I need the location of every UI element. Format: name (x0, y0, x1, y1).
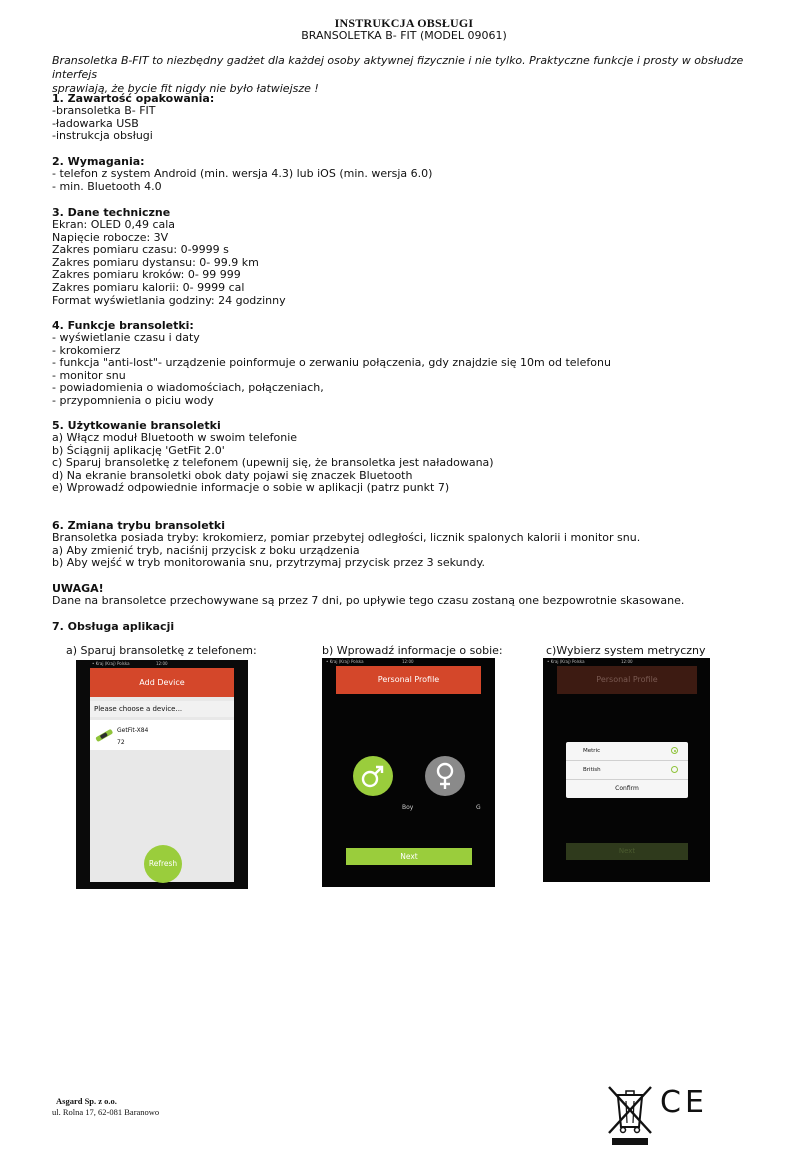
radio-selected-icon[interactable] (671, 747, 678, 754)
screenshot-metric-system (543, 658, 710, 882)
section-line: - funkcja "anti-lost"- urządzenie poinformuje o zerwaniu połączenia, gdy znajdzie się 10m od telefonu (52, 356, 611, 370)
status-carrier: • Kraj (Kraj) Polska (547, 659, 585, 664)
section-line: Zakres pomiaru kroków: 0- 99 999 (52, 268, 241, 282)
section-app (52, 620, 782, 633)
section-line: b) Aby wejść w tryb monitorowania snu, przytrzymaj przycisk przez 3 sekundy. (52, 556, 486, 570)
app-screen (90, 668, 234, 882)
company-name: Asgard Sp. z o.o. (56, 1096, 117, 1106)
section-line: a) Aby zmienić tryb, naciśnij przycisk z boku urządzenia (52, 543, 360, 557)
nav-bar-title: Personal Profile (336, 666, 481, 694)
company-address: ul. Rolna 17, 62-081 Baranowo (52, 1107, 160, 1117)
section-line: Zakres pomiaru czasu: 0-9999 s (52, 243, 229, 257)
section-line: Ekran: OLED 0,49 cala (52, 218, 176, 231)
status-carrier: • Kraj (Kraj) Polska (92, 661, 130, 666)
status-bar (543, 658, 710, 666)
caption-profile: b) Wprowadź informacje o sobie: (322, 644, 503, 657)
female-label: G (476, 804, 481, 811)
device-name: GetFit-X84 (117, 727, 149, 734)
section-requirements (52, 155, 782, 193)
device-signal: 72 (117, 739, 125, 746)
refresh-button[interactable]: Refresh (144, 845, 182, 883)
section-line: Zakres pomiaru dystansu: 0- 99.9 km (52, 255, 259, 269)
section-heading: 6. Zmiana trybu bransoletki (52, 519, 225, 532)
document-subtitle: BRANSOLETKA B- FIT (MODEL 09061) (301, 29, 507, 42)
section-heading: 4. Funkcje bransoletki: (52, 319, 194, 332)
warning-text: Dane na bransoletce przechowywane są przez 7 dni, po upływie tego czasu zostaną one bezpowrotnie skasowane. (52, 594, 685, 607)
section-line: - powiadomienia o wiadomościach, połączeniach, (52, 381, 324, 395)
section-line: Napięcie robocze: 3V (52, 230, 169, 244)
section-line: b) Ściągnij aplikację 'GetFit 2.0' (52, 443, 225, 457)
ce-mark-icon (660, 1085, 716, 1120)
section-line: - min. Bluetooth 4.0 (52, 179, 162, 193)
weee-crossed-bin-icon (606, 1083, 654, 1147)
section-line: Bransoletka posiada tryby: krokomierz, pomiar przebytej odległości, licznik spalonych kalorii i monitor snu. (52, 531, 641, 544)
section-heading: 2. Wymagania: (52, 155, 145, 168)
section-line: d) Na ekranie bransoletki obok daty pojawi się znaczek Bluetooth (52, 468, 413, 482)
section-specs (52, 206, 782, 307)
status-bar (76, 660, 248, 668)
status-bar (322, 658, 495, 666)
unit-dialog (566, 742, 688, 798)
option-label: British (583, 767, 601, 773)
section-line: e) Wprowadź odpowiednie informacje o sobie w aplikacji (patrz punkt 7) (52, 481, 450, 495)
section-warning (52, 582, 782, 608)
section-line: a) Włącz moduł Bluetooth w swoim telefonie (52, 431, 298, 444)
status-time: 12:00 (402, 659, 414, 664)
confirm-button[interactable]: Confirm (615, 785, 639, 792)
section-line: c) Sparuj bransoletkę z telefonem (upewnij się, że bransoletka jest naładowana) (52, 456, 494, 470)
footer-address (52, 1096, 159, 1118)
section-line: Zakres pomiaru kalorii: 0- 9999 cal (52, 280, 245, 294)
screenshot-personal-profile (322, 658, 495, 887)
document-title: INSTRUKCJA OBSŁUGI (334, 16, 474, 30)
section-heading: 7. Obsługa aplikacji (52, 620, 175, 633)
section-usage (52, 419, 782, 495)
intro-line: sprawiają, że bycie fit nigdy nie było łatwiejsze ! (52, 82, 319, 95)
option-metric[interactable] (566, 742, 688, 761)
section-functions (52, 319, 782, 408)
intro-line: Bransoletka B-FIT to niezbędny gadżet dla każdej osoby aktywnej fizycznie i nie tylko. Praktyczne funkcje i prosty w obsłudze interfejs (52, 54, 744, 81)
next-button-disabled: Next (566, 843, 688, 860)
device-list-item[interactable] (90, 720, 234, 750)
section-line: - wyświetlanie czasu i daty (52, 331, 200, 344)
option-british[interactable] (566, 761, 688, 780)
status-time: 12:00 (621, 659, 633, 664)
male-icon (353, 756, 393, 796)
section-heading: 3. Dane techniczne (52, 206, 171, 219)
section-heading: 5. Użytkowanie bransoletki (52, 419, 221, 432)
section-line: Format wyświetlania godziny: 24 godzinny (52, 293, 286, 307)
section-line: - telefon z system Android (min. wersja 4.3) lub iOS (min. wersja 6.0) (52, 167, 433, 180)
section-line: -ładowarka USB (52, 116, 139, 130)
female-option[interactable] (425, 756, 465, 796)
male-label: Boy (402, 804, 414, 811)
status-time: 12:00 (156, 661, 168, 666)
section-line: - monitor snu (52, 368, 126, 382)
section-modes (52, 519, 782, 570)
caption-metric: c)Wybierz system metryczny (546, 644, 706, 657)
warning-heading: UWAGA! (52, 582, 104, 595)
section-contents (52, 92, 782, 143)
intro-paragraph (52, 54, 772, 96)
caption-pair: a) Sparuj bransoletkę z telefonem: (66, 644, 257, 657)
radio-empty-icon[interactable] (671, 766, 678, 773)
nav-bar-title: Add Device (90, 668, 234, 697)
section-line: -instrukcja obsługi (52, 129, 153, 143)
section-line: - przypomnienia o piciu wody (52, 393, 214, 407)
next-button[interactable]: Next (346, 848, 472, 865)
section-line: - krokomierz (52, 343, 121, 357)
band-icon (94, 726, 114, 744)
status-carrier: • Kraj (Kraj) Polska (326, 659, 364, 664)
section-line: -bransoletka B- FIT (52, 104, 156, 117)
ce-mark-text: CE (660, 1085, 708, 1120)
choose-device-label: Please choose a device... (90, 701, 234, 717)
screenshot-add-device (76, 660, 248, 889)
section-heading: 1. Zawartość opakowania: (52, 92, 215, 105)
option-label: Metric (583, 748, 601, 754)
nav-bar-title: Personal Profile (557, 666, 697, 694)
female-icon (425, 756, 465, 796)
male-option[interactable] (353, 756, 393, 796)
